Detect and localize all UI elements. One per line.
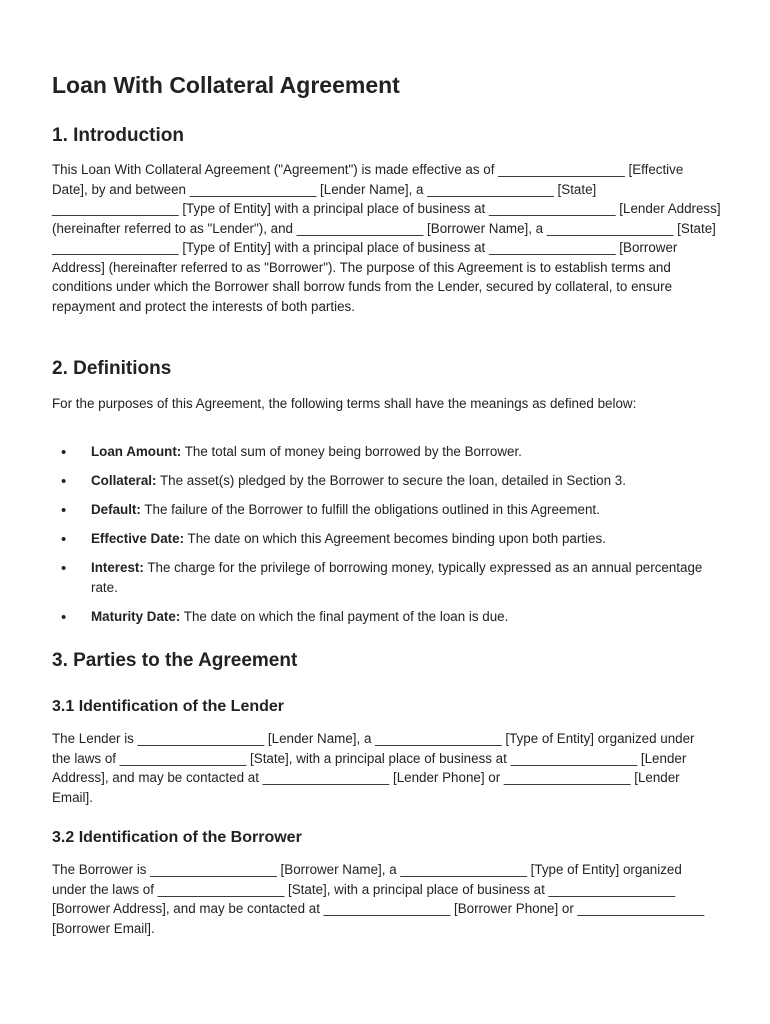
definition-term: Default: bbox=[91, 502, 141, 517]
section-heading-definitions: 2. Definitions bbox=[52, 358, 172, 379]
bullet-icon: • bbox=[61, 560, 67, 577]
definition-item bbox=[52, 442, 722, 462]
definition-term: Effective Date: bbox=[91, 531, 185, 546]
definition-text: The date on which the final payment of the loan is due. bbox=[180, 608, 509, 624]
definition-term: Interest: bbox=[91, 560, 144, 575]
definition-text: The total sum of money being borrowed by the Borrower. bbox=[181, 444, 522, 459]
definition-term: Maturity Date: bbox=[91, 608, 181, 624]
definition-text: The failure of the Borrower to fulfill the obligations outlined in this Agreement. bbox=[140, 502, 600, 517]
definitions-list bbox=[52, 442, 722, 626]
document-title: Loan With Collateral Agreement bbox=[52, 72, 400, 98]
definition-item bbox=[52, 529, 722, 549]
borrower-paragraph: The Borrower is _________________ [Borrower Name], a _________________ [Type of Entity] organized under the laws of _________________ [State], with a principal place of business at _________________ [Borrower Address], and may be contacted at _________________ [Borrower Phone] or _________________ [Borrower Email]. bbox=[52, 862, 705, 936]
definition-text: The asset(s) pledged by the Borrower to secure the loan, detailed in Section 3. bbox=[156, 473, 626, 488]
bullet-icon: • bbox=[61, 473, 67, 490]
lender-paragraph: The Lender is _________________ [Lender Name], a _________________ [Type of Entity] organized under the laws of _________________ [State], with a principal place of business at _________________ [Lender Address], and may be contacted at _________________ [Lender Phone] or _________________ [Lender Email]. bbox=[52, 731, 695, 805]
definition-item bbox=[52, 558, 722, 597]
subsection-heading-borrower: 3.2 Identification of the Borrower bbox=[52, 829, 302, 846]
definition-text: The charge for the privilege of borrowing money, typically expressed as an annual percentage rate. bbox=[91, 560, 703, 595]
section-heading-introduction: 1. Introduction bbox=[52, 125, 184, 146]
definition-item bbox=[52, 607, 722, 627]
definitions-intro: For the purposes of this Agreement, the following terms shall have the meanings as defined below: bbox=[52, 396, 637, 411]
bullet-icon: • bbox=[61, 444, 67, 461]
bullet-icon: • bbox=[61, 608, 67, 626]
introduction-paragraph: This Loan With Collateral Agreement ("Agreement") is made effective as of _________________ [Effective Date], by and between _________________ [Lender Name], a _________________ [State] _________________ [Type of Entity] with a principal place of business at _________________ [Lender Address] (hereinafter referred to as "Lender"), and _________________ [Borrower Name], a _________________ [State] _________________ [Type of Entity] with a principal place of business at _________________ [Borrower Address] (hereinafter referred to as "Borrower"). The purpose of this Agreement is to establish terms and conditions under which the Borrower shall borrow funds from the Lender, secured by collateral, to ensure repayment and protect the interests of both parties. bbox=[52, 162, 721, 314]
definition-term: Loan Amount: bbox=[91, 444, 182, 459]
bullet-icon: • bbox=[61, 502, 67, 519]
bullet-icon: • bbox=[61, 531, 67, 548]
subsection-heading-lender: 3.1 Identification of the Lender bbox=[52, 698, 285, 715]
definition-item bbox=[52, 500, 722, 520]
definition-item bbox=[52, 471, 722, 491]
definition-text: The date on which this Agreement becomes binding upon both parties. bbox=[184, 531, 606, 546]
section-heading-parties: 3. Parties to the Agreement bbox=[52, 650, 298, 671]
definition-term: Collateral: bbox=[91, 473, 157, 488]
